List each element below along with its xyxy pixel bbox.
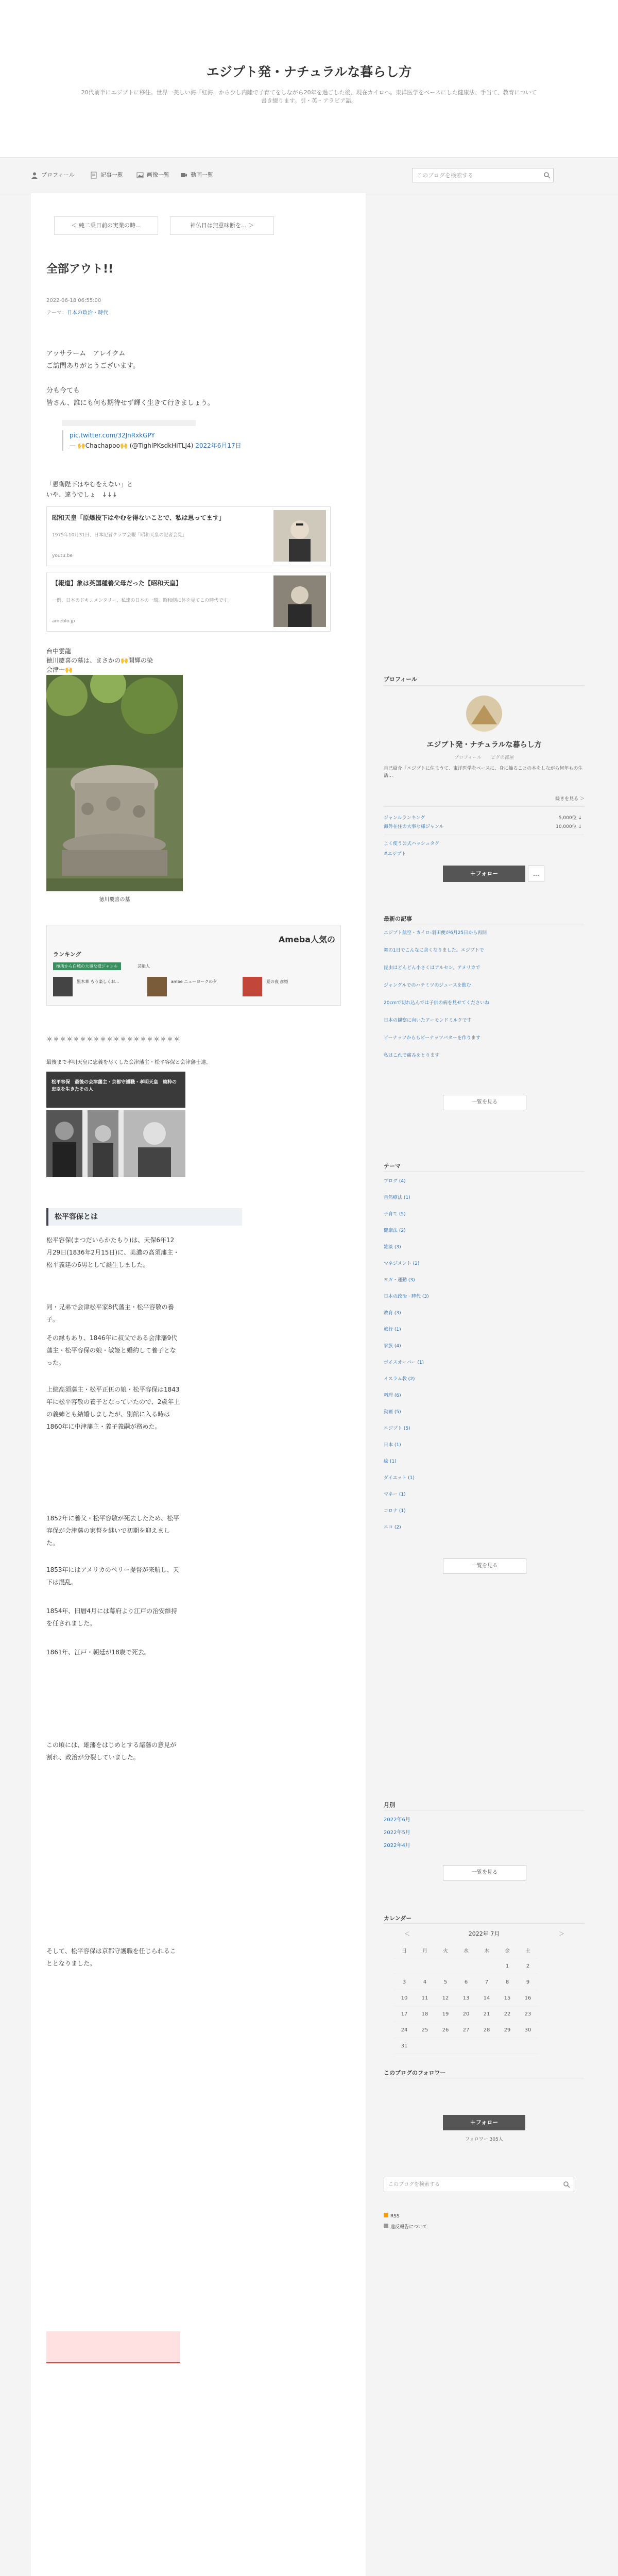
divider xyxy=(384,1923,585,1924)
calendar-day[interactable]: 27 xyxy=(456,2022,476,2038)
calendar-day[interactable]: 31 xyxy=(394,2038,415,2054)
calendar-next[interactable]: ＞ xyxy=(559,1930,564,1937)
calendar-day[interactable]: 18 xyxy=(415,2006,435,2022)
theme-link[interactable]: 日本の政治・時代 xyxy=(67,310,108,316)
ranking-label: ランキング xyxy=(53,951,81,958)
calendar-prev[interactable]: ＜ xyxy=(404,1930,410,1937)
intro-text: アッサラーム アレイクム ご訪問ありがとうございます。 分も今ても 皆さん、誰にも何も期待せず輝く生きて行きましょう。 xyxy=(46,350,214,407)
card-thumbnail xyxy=(273,575,326,627)
calendar-day[interactable]: 10 xyxy=(394,1990,415,2006)
recent-entry[interactable]: 昆虫はどんどん小さくはアルセシ。アメリカで xyxy=(384,965,480,971)
body-paragraph: 松平容保(まつだいらかたもり)は、天保6年12月29日(1836年2月15日)に、美濃の高須藩主・松平義建の6男として誕生しました。 xyxy=(46,1236,180,1268)
calendar-day[interactable]: 28 xyxy=(476,2022,497,2038)
calendar-day[interactable]: 4 xyxy=(415,1974,435,1990)
video-icon xyxy=(180,172,187,179)
calendar-day[interactable]: 5 xyxy=(435,1974,456,1990)
calendar-day[interactable]: 1 xyxy=(497,1958,518,1974)
follow-button[interactable]: ＋フォロー xyxy=(443,866,525,882)
followers-section-title: このブログのフォロワー xyxy=(384,2070,446,2076)
link-card-1[interactable] xyxy=(46,506,331,566)
ranking-tab-1[interactable]: 極所から白城の大事な様ジャンル xyxy=(53,962,121,970)
avatar[interactable] xyxy=(466,696,502,732)
theme-item[interactable]: ダイエット (1) xyxy=(384,1476,415,1481)
ranking-tab-2[interactable]: 芸能人 xyxy=(138,964,150,969)
card-title: 【報道】象は英国種養父母だった【昭和天皇】 xyxy=(52,580,182,587)
calendar-day xyxy=(456,2038,476,2054)
recent-entry[interactable]: ビーナッツからもビーナッツバターを作ります xyxy=(384,1036,480,1041)
card-description: 一例、日本のドキュメンタリー、私達の日本の一環。昭和側に体を見てこの時代です。 xyxy=(52,598,232,603)
calendar-day xyxy=(497,2038,518,2054)
calendar-day[interactable]: 11 xyxy=(415,1990,435,2006)
calendar-day[interactable]: 13 xyxy=(456,1990,476,2006)
recent-entry[interactable]: ジャングルでのハチミツのジュースを飲む xyxy=(384,983,471,988)
archive-item[interactable]: 2022年6月 xyxy=(384,1817,410,1823)
theme-item[interactable]: 日本 (1) xyxy=(384,1443,401,1448)
archive-more-button[interactable]: 一覧を見る xyxy=(443,1865,526,1880)
quote-intro: 「愚衛陛下はやむをえない」と いや、違うでしょ ↓↓↓ xyxy=(46,481,133,498)
theme-item[interactable]: マネー (1) xyxy=(384,1492,406,1497)
nav-images[interactable]: 画像一覧 xyxy=(136,171,169,179)
calendar-week xyxy=(394,2006,538,2022)
entry-title[interactable]: 全部アウト!! xyxy=(46,263,114,276)
grave-photo[interactable] xyxy=(46,675,183,891)
rss-icon xyxy=(384,2213,388,2217)
calendar-day xyxy=(415,1958,435,1974)
calendar-day xyxy=(518,2038,538,2054)
card-description: 1975年10月31日、日本記者クラブ会報「昭和天皇の記者会見」 xyxy=(52,533,187,538)
theme-item[interactable]: 子育て (5) xyxy=(384,1212,406,1217)
theme-item[interactable]: 旅行 (1) xyxy=(384,1327,401,1332)
calendar-week xyxy=(394,1958,538,1974)
entry-date: 2022-06-18 06:55:00 xyxy=(46,298,101,303)
grave-caption: 徳川慶喜の墓 xyxy=(99,897,130,903)
grave-intro: 台中雲龍 徳川慶喜の墓は、まさかの🙌開輝の染 会津一🙌 xyxy=(46,648,153,673)
card-thumbnail xyxy=(273,510,326,562)
sidebar-search-input[interactable]: このブログを検索する xyxy=(384,2177,574,2192)
image-icon xyxy=(136,172,144,179)
calendar-day[interactable]: 16 xyxy=(518,1990,538,2006)
calendar-day[interactable]: 25 xyxy=(415,2022,435,2038)
genre-ranking-sub[interactable]: 海外在住の大事な様ジャンル 10,000位 ↓ xyxy=(384,824,582,829)
theme-item[interactable]: マネジメント (2) xyxy=(384,1261,420,1266)
weekday-label: 木 xyxy=(476,1942,497,1958)
sidebar-search-icon[interactable] xyxy=(563,2180,570,2190)
ranking-thumb xyxy=(53,977,73,996)
calendar-day[interactable]: 8 xyxy=(497,1974,518,1990)
search-input[interactable]: このブログを検索する xyxy=(412,168,554,182)
archive-section-title: 月別 xyxy=(384,1802,395,1808)
theme-item[interactable]: ブログ (4) xyxy=(384,1179,406,1184)
blog-header xyxy=(0,0,618,157)
calendar-day[interactable]: 3 xyxy=(394,1974,415,1990)
calendar-day xyxy=(456,1958,476,1974)
calendar-day xyxy=(476,1958,497,1974)
recent-entry[interactable]: 日本の観察に向いたアーモンドミルクです xyxy=(384,1018,472,1023)
recent-more-button[interactable]: 一覧を見る xyxy=(443,1095,526,1110)
divider-stars: ＊＊＊＊＊＊＊＊＊＊＊＊＊＊＊＊＊＊＊＊ xyxy=(46,1036,181,1043)
weekday-label: 日 xyxy=(394,1942,415,1958)
card-source: ameblo.jp xyxy=(52,619,75,624)
calendar-day[interactable]: 19 xyxy=(435,2006,456,2022)
calendar-day[interactable]: 12 xyxy=(435,1990,456,2006)
calendar-weekdays xyxy=(394,1942,538,1958)
calendar-day[interactable]: 15 xyxy=(497,1990,518,2006)
hashtags-title[interactable]: よく使う公式ハッシュタグ xyxy=(384,841,439,846)
divider xyxy=(384,1171,585,1172)
calendar-section-title: カレンダー xyxy=(384,1915,412,1922)
weekday-label: 金 xyxy=(497,1942,518,1958)
theme-item[interactable]: エジプト (5) xyxy=(384,1426,410,1431)
theme-item[interactable]: 雑談 (3) xyxy=(384,1245,401,1250)
entry-theme: テーマ：日本の政治・時代 xyxy=(46,310,108,316)
theme-item[interactable]: 絵 (1) xyxy=(384,1459,397,1464)
ranking-thumb xyxy=(147,977,167,996)
archive-item[interactable]: 2022年4月 xyxy=(384,1843,410,1849)
theme-item[interactable]: コロナ (1) xyxy=(384,1509,406,1514)
ranking-item-3[interactable]: 夏の夜 彦姫 xyxy=(243,977,330,997)
calendar-day[interactable]: 6 xyxy=(456,1974,476,1990)
weekday-label: 月 xyxy=(415,1942,435,1958)
article-link-card[interactable]: 松平容保 最後の会津藩主・京都守護職・孝明天皇 純粋の忠臣を生きたその人 xyxy=(46,1072,185,1108)
follow-count[interactable]: フォロワー 305人 xyxy=(465,2137,503,2142)
weekday-label: 土 xyxy=(518,1942,538,1958)
recent-entry[interactable]: 20cmで切れ込んでは子供の病を見せてくださいね xyxy=(384,1001,490,1006)
divider xyxy=(384,685,585,686)
body-paragraph: 1853年にはアメリカのペリー提督が来航し、天下は混乱。 xyxy=(46,1566,179,1586)
flag-icon xyxy=(384,2224,388,2228)
section-heading-matsudaira: 松平容保とは xyxy=(46,1208,242,1226)
calendar-day[interactable]: 7 xyxy=(476,1974,497,1990)
calendar-day[interactable]: 26 xyxy=(435,2022,456,2038)
profile-description: 自己紹介「エジプトに住まうて、東洋医学をベースに、身に触ることの本をしながら何年もの生活… xyxy=(384,766,583,778)
calendar-day xyxy=(435,1958,456,1974)
ranking-item-2[interactable]: ambe ニューヨークの夕 xyxy=(147,977,235,997)
profile-section-title: プロフィール xyxy=(384,676,417,683)
blog-title[interactable]: エジプト発・ナチュラルな暮らし方 xyxy=(206,64,412,79)
body-paragraph: 上総高須藩主・松平正伍の娘・松平容保は1843年に松平容敬の養子となっていたので、2歳年上の義姉とも結婚しましたが、別館に入る時は1860年に中津藩主・義子義嗣が務めた。 xyxy=(46,1386,180,1430)
theme-item[interactable]: 教育 (3) xyxy=(384,1311,401,1316)
ranking-item-1[interactable]: 黒木華 もう楽しくお... xyxy=(53,977,141,997)
calendar-day[interactable]: 9 xyxy=(518,1974,538,1990)
document-icon xyxy=(90,172,97,179)
theme-item[interactable]: 日本の政治・時代 (3) xyxy=(384,1294,429,1299)
calendar-day xyxy=(435,2038,456,2054)
next-entry-button[interactable]: 神仏日は無意味断を... ＞ xyxy=(170,216,274,235)
matsudaira-photos[interactable] xyxy=(46,1110,185,1177)
person-icon xyxy=(31,172,38,179)
body-paragraph: この頃には、雄藩をはじめとする諸藩の意見が割れ、政治が分裂していました。 xyxy=(46,1741,177,1761)
calendar-table xyxy=(394,1942,538,2054)
hashtag-egypt[interactable]: #エジプト xyxy=(384,852,406,857)
theme-item[interactable]: ボイスオーバー (1) xyxy=(384,1360,424,1365)
theme-more-button[interactable]: 一覧を見る xyxy=(443,1558,526,1574)
nav-articles[interactable]: 記事一覧 xyxy=(90,171,123,179)
global-nav xyxy=(0,157,618,194)
link-card-2[interactable] xyxy=(46,572,331,632)
tweet-link[interactable]: pic.twitter.com/32JnRxkGPY xyxy=(70,432,155,439)
calendar-day[interactable]: 17 xyxy=(394,2006,415,2022)
theme-item[interactable]: 動画 (5) xyxy=(384,1410,401,1415)
calendar-day xyxy=(476,2038,497,2054)
matsudaira-intro: 最後まで孝明天皇に忠義を尽くした会津藩主・松平容保と会津藩士達。 xyxy=(46,1060,211,1065)
tweet-embed: pic.twitter.com/32JnRxkGPY — 🙌Chachapoo🙌 (@TighlPKsdkHiTLJ4) 2022年6月17日 xyxy=(62,430,348,451)
theme-item[interactable]: 料理 (6) xyxy=(384,1393,401,1398)
card-title: 昭和天皇「原爆投下はやむを得ないことで、私は思ってます」 xyxy=(52,514,225,521)
calendar-week xyxy=(394,2022,538,2038)
calendar-week xyxy=(394,1990,538,2006)
profile-links[interactable]: プロフィール ピグの部屋 xyxy=(454,755,514,760)
ameba-ranking-widget xyxy=(46,925,341,1006)
body-paragraph: 同・兄弟で会津松平家8代藩主・松平容敬の養子。 xyxy=(46,1303,174,1323)
tweet-date-link[interactable]: 2022年6月17日 xyxy=(195,442,242,449)
nav-videos[interactable]: 動画一覧 xyxy=(180,171,213,179)
genre-ranking[interactable]: ジャンルランキング 5,000位 ↓ xyxy=(384,816,582,821)
sidebar xyxy=(384,193,587,2576)
theme-item[interactable]: 自然療法 (1) xyxy=(384,1195,410,1200)
ameba-title: Ameba人気の xyxy=(278,935,335,944)
calendar-day[interactable]: 14 xyxy=(476,1990,497,2006)
profile-name[interactable]: エジプト発・ナチュラルな暮らし方 xyxy=(426,741,542,749)
theme-item[interactable]: 家族 (4) xyxy=(384,1344,401,1349)
calendar-day[interactable]: 23 xyxy=(518,2006,538,2022)
follow-button-bottom[interactable]: ＋フォロー xyxy=(443,2115,525,2130)
theme-item[interactable]: イスラム教 (2) xyxy=(384,1377,415,1382)
follow-menu-button[interactable]: … xyxy=(528,866,544,882)
card-source: youtu.be xyxy=(52,553,73,558)
recent-entry[interactable]: 舞の1日でこんなに余くなりました。エジプトで xyxy=(384,948,484,953)
blog-description: 20代前半にエジプトに移住。世界一美しい海「紅海」から少し内陸で子育てをしながら20年を過ごした後、現在カイロへ。東洋医学をベースにした健康法、手当て、教育について書き綴ります。引・英・アラビア語。 xyxy=(81,89,537,104)
theme-item[interactable]: エコ (2) xyxy=(384,1525,401,1530)
search-icon[interactable] xyxy=(543,171,551,181)
theme-item[interactable]: ヨガ・運動 (3) xyxy=(384,1278,415,1283)
main-article xyxy=(31,193,366,2576)
calendar-day[interactable]: 20 xyxy=(456,2006,476,2022)
theme-item[interactable]: 健康法 (2) xyxy=(384,1228,406,1233)
highlighted-passage xyxy=(46,2331,180,2363)
report-link[interactable]: 違反報告について xyxy=(384,2223,427,2230)
embedded-video[interactable] xyxy=(62,420,196,426)
theme-section-title: テーマ xyxy=(384,1163,401,1170)
calendar-day[interactable]: 30 xyxy=(518,2022,538,2038)
body-paragraph: そして、松平容保は京都守護職を任じられることとなりました。 xyxy=(46,1947,176,1967)
body-paragraph: その縁もあり、1846年に叔父である会津藩9代藩主・松平容保の娘・敏姫と婚約して養子となった。 xyxy=(46,1334,178,1366)
calendar-week xyxy=(394,2038,538,2054)
profile-more-link[interactable]: 続きを見る ＞ xyxy=(555,796,585,802)
archive-item[interactable]: 2022年5月 xyxy=(384,1830,410,1836)
calendar-day xyxy=(415,2038,435,2054)
recent-section-title: 最新の記事 xyxy=(384,916,412,922)
body-paragraph: 1854年、旧暦4月には幕府より江戸の治安維持を任されました。 xyxy=(46,1607,178,1627)
calendar-day xyxy=(394,1958,415,1974)
weekday-label: 火 xyxy=(435,1942,456,1958)
divider xyxy=(384,806,585,807)
recent-entry[interactable]: エジプト航空・カイロ-羽田便が6月25日から再開 xyxy=(384,930,487,936)
calendar-day[interactable]: 2 xyxy=(518,1958,538,1974)
weekday-label: 水 xyxy=(456,1942,476,1958)
body-paragraph: 1852年に養父・松平容敬が死去したため、松平容保が会津藩の家督を継いで初期を迎えました。 xyxy=(46,1515,180,1547)
calendar-day[interactable]: 24 xyxy=(394,2022,415,2038)
calendar-day[interactable]: 21 xyxy=(476,2006,497,2022)
recent-entry[interactable]: 私はこれで痛みをとります xyxy=(384,1053,440,1058)
prev-entry-button[interactable]: ＜ 純二乗日前の実業の時... xyxy=(54,216,158,235)
calendar-day[interactable]: 29 xyxy=(497,2022,518,2038)
calendar-day[interactable]: 22 xyxy=(497,2006,518,2022)
calendar-week xyxy=(394,1974,538,1990)
body-paragraph: 1861年、江戸・朝廷が18歳で死去。 xyxy=(46,1649,150,1656)
rss-link[interactable]: RSS xyxy=(384,2213,400,2219)
calendar-month: 2022年 7月 xyxy=(468,1930,500,1937)
nav-profile[interactable]: プロフィール xyxy=(31,171,75,179)
ranking-thumb xyxy=(243,977,262,996)
